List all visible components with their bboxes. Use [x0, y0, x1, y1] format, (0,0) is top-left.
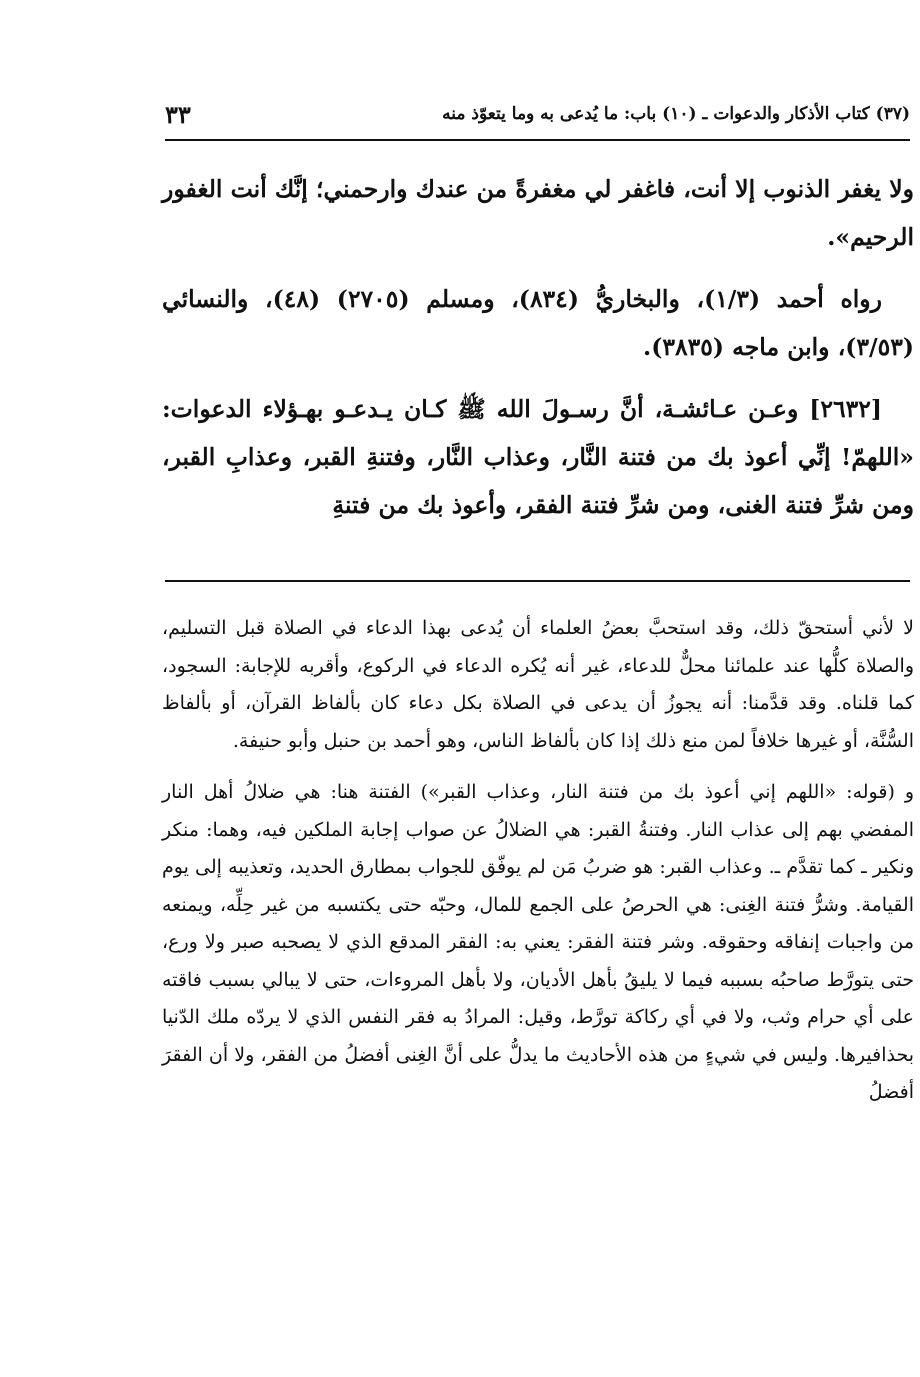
main-paragraph-references: رواه أحمد (١/٣)، والبخاريُّ (٨٣٤)، ومسلم (٢٧٠٥) (٤٨)، والنسائي (٣/٥٣)، وابن ماجه (٣٨٣٥).	[162, 285, 914, 361]
page-number: ٣٣	[165, 100, 191, 129]
main-paragraph-hadith-2632: [٢٦٣٢] وعـن عـائشـة، أنَّ رسـولَ الله ﷺ كـان يـدعـو بهـؤلاء الدعوات: «اللهمّ! إنِّي أعوذ بك من فتنة النَّار، وعذاب النَّار، وفتنةِ القبر، وعذابِ القبر، ومن شرِّ فتنة الغنى، ومن شرِّ فتنة الفقر، وأعوذ بك من فتنةِ	[162, 395, 914, 519]
footnote-rule	[165, 580, 910, 582]
running-header-title: (٣٧) كتاب الأذكار والدعوات ـ (١٠) باب: ما يُدعى به وما يتعوّذ منه	[442, 104, 910, 124]
commentary-paragraph-2: و (قوله: «اللهم إني أعوذ بك من فتنة النار، وعذاب القبر») الفتنة هنا: هي ضلالُ أهل النار المفضي بهم إلى عذاب النار. وفتنةُ القبر: هي الضلالُ عن صواب إجابة الملكين فيه، وهما: منكر ونكير ـ كما تقدَّم ـ. وعذاب القبر: هو ضربُ مَن لم يوفّق للجواب بمطارق الحديد، وتعذيبه إلى يوم القيامة. وشرُّ فتنة الغِنى: هي الحرصُ على الجمع للمال، وحبّه حتى يكتسبه من غير حِلِّه، ويمنعه من واجبات إنفاقه وحقوقه. وشر فتنة الفقر: يعني به: الفقر المدقع الذي لا يصحبه صبر ولا ورع، حتى يتورَّط صاحبُه بسببه فيما لا يليقُ بأهل الأديان، ولا بأهل المروءات، حتى لا يبالي بسبب فاقته على أي حرام وثب، ولا في أي ركاكة تورَّط، وقيل: المرادُ به فقر النفس الذي لا يردّه ملك الدّنيا بحذافيرها. وليس في شيءٍ من هذه الأحاديث ما يدلُّ على أنَّ الغِنى أفضلُ من الفقر، ولا أن الفقرَ أفضلُ	[162, 781, 914, 1103]
commentary-text	[162, 610, 914, 1112]
main-text	[162, 165, 914, 529]
header-rule	[165, 139, 910, 141]
commentary-paragraph-1: لا لأني أستحقّ ذلك، وقد استحبَّ بعضُ العلماء أن يُدعى بهذا الدعاء في الصلاة قبل التسليم، والصلاة كلُّها عند علمائنا محلٌّ للدعاء، غير أنه يُكره الدعاء في الركوع، وأقربه للإجابة: السجود، كما قلناه. وقد قدَّمنا: أنه يجوزُ أن يدعى في الصلاة بكل دعاء كان بألفاظ القرآن، أو بألفاظ السُّنَّة، أو غيرها خلافاً لمن منع ذلك إذا كان بألفاظ الناس، وهو أحمد بن حنبل وأبو حنيفة.	[162, 617, 914, 752]
main-paragraph-hadith-end: ولا يغفر الذنوب إلا أنت، فاغفر لي مغفرةً من عندك وارحمني؛ إنَّك أنت الغفور الرحيم».	[162, 175, 914, 251]
running-header	[165, 100, 910, 136]
